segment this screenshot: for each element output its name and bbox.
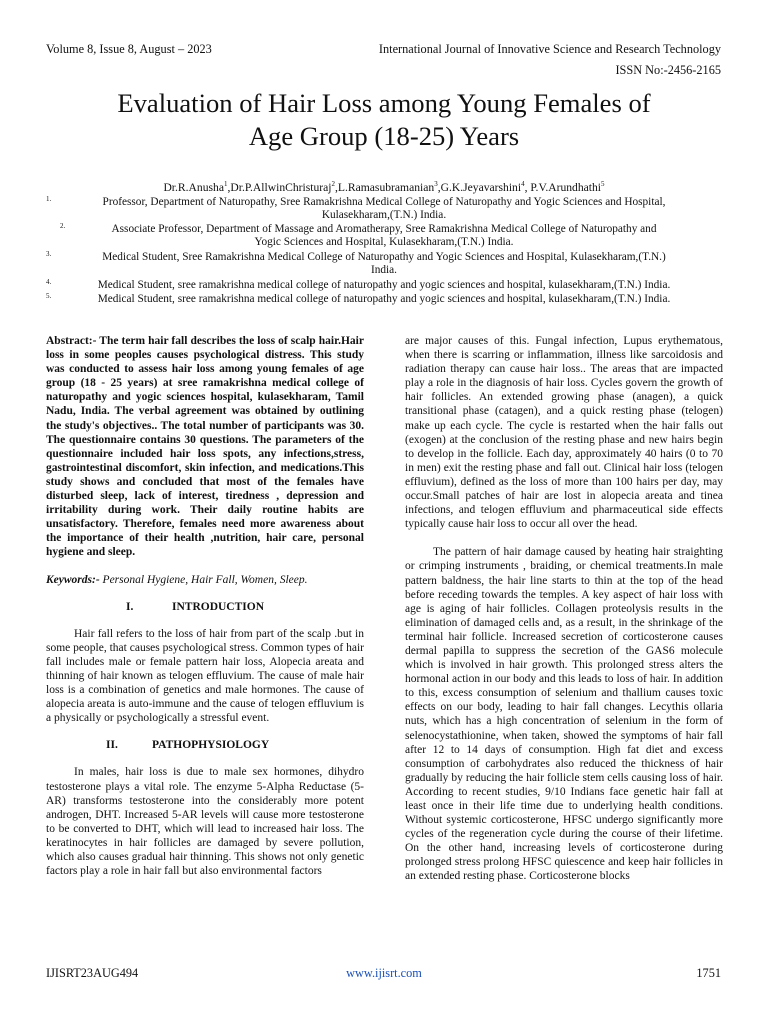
affiliation-3 — [46, 251, 722, 277]
page-number: 1751 — [696, 966, 721, 980]
affiliation-text: Medical Student, Sree Ramakrishna Medical College of Naturopathy and Yogic Sciences and Hospital, Kulasekharam,(T.N.) — [102, 251, 666, 263]
author-affiliation-mark: 5 — [601, 180, 605, 188]
author-name: ,Dr.P.AllwinChristuraj — [227, 180, 332, 194]
section-title: INTRODUCTION — [172, 600, 265, 613]
author-affiliation-mark: 2 — [331, 180, 336, 188]
affiliation-text: Professor, Department of Naturopathy, Sree Ramakrishna Medical College of Naturopathy and Yogic Sciences and Hospital, — [102, 196, 666, 208]
section-heading-introduction — [46, 600, 364, 614]
affiliation-text: Medical Student, sree ramakrishna medical college of naturopathy and yogic sciences and hospital, kulasekharam,(T.N.) India. — [97, 279, 671, 291]
affiliation-1 — [46, 196, 722, 222]
affiliation-number: 1. — [46, 195, 52, 203]
affiliation-text: Medical Student, sree ramakrishna medical college of naturopathy and yogic sciences and hospital, kulasekharam,(T.N.) India. — [97, 293, 671, 305]
paper-title-line-1: Evaluation of Hair Loss among Young Females of — [117, 88, 651, 118]
affiliation-number: 4. — [46, 278, 52, 286]
section-heading-pathophysiology — [46, 738, 364, 752]
abstract-text: Abstract:- The term hair fall describes the loss of scalp hair.Hair loss in some peoples causes psychological distress. This study was conducted to assess hair loss among young females of age group (18 - 25 years) at sree ramakrishna medical college of naturopathy and yogic sciences hospital, kulasekharam, Tamil Nadu, India. The verbal agreement was obtained by outlining the study's objectives.. The total number of participants was 30. The questionnaire contains 30 questions. The parameters of the questionnaire included hair loss spots, any infections,stress, gastrointestinal discomfort, skin infection, and medications.This study shows and concluded that most of the females have disturbed sleep, lack of interest, tiredness , depression and irritability during work. Their daily routine habits are unsatisfactory. Therefore, females need more awareness about the importance of their health ,nutrition, hair care, personal hygiene and sleep. — [46, 335, 364, 559]
author-list — [40, 180, 728, 194]
journal-website-link[interactable]: www.ijisrt.com — [346, 966, 422, 980]
paper-id: IJISRT23AUG494 — [46, 966, 139, 980]
pathophysiology-paragraph: In males, hair loss is due to male sex hormones, dihydro testosterone plays a vital role. The enzyme 5-Alpha Reductase (5-AR) transforms testosterone into the considerably more potent androgen, DHT. Increased 5-AR levels will cause more testosterone to be converted to DHT, which will lead to increased hair loss. The keratinocytes in hair follicles are damaged by severe pollution, which also causes gradual hair thinning. This shows not only genetic factors play a role in hair fall but also environmental factors — [46, 766, 364, 878]
issn-number: ISSN No:-2456-2165 — [615, 63, 721, 77]
body-paragraph-continued: are major causes of this. Fungal infection, Lupus erythematous, when there is scarring or inflammation, illness like sarcoidosis and radiation therapy can cause hair loss.. The areas that are impacted play a role in the diagnosis of hair loss. Cycles govern the growth of hair follicles. An extended growing phase (anagen), a quick transitional phase (catagen), and a quick resting phase (telogen) make up each cycle. The cycle is restarted when the hair falls out (exogen) at the conclusion of the resting phase and new hairs begin to develop in the follicle. Each day, approximately 40 hairs (0 to 70 in men) exit the resting phase and fall out. Clinical hair loss (telogen effluvium), defined as the loss of more than 100 hairs per day, may occur.Small patches of hair are lost in alopecia areata and tinea infections, and telogen effluvium and pharmaceutical side effects typically cause hair loss to occur all over the head. — [405, 335, 723, 531]
author-affiliation-mark: 4 — [521, 180, 525, 188]
affiliation-number: 5. — [46, 292, 52, 300]
affiliation-text: Kulasekharam,(T.N.) India. — [321, 209, 447, 221]
author-name: ,G.K.Jeyavarshini — [437, 180, 522, 194]
keywords-label: Keywords:- — [46, 573, 100, 586]
left-column — [46, 334, 364, 878]
affiliation-text: Associate Professor, Department of Massage and Aromatherapy, Sree Ramakrishna Medical College of Naturopathy and — [111, 223, 657, 235]
affiliation-number: 3. — [46, 250, 52, 258]
author-name: Dr.R.Anusha — [163, 180, 224, 194]
affiliation-2 — [46, 223, 722, 249]
author-name: ,L.Ramasubramanian — [335, 180, 435, 194]
affiliation-text: India. — [370, 264, 398, 276]
paper-title-line-2: Age Group (18-25) Years — [248, 121, 520, 151]
author-affiliation-mark: 3 — [434, 180, 438, 188]
keywords-text: Personal Hygiene, Hair Fall, Women, Sleep. — [99, 573, 308, 586]
author-name: , P.V.Arundhathi — [524, 180, 602, 194]
keywords — [46, 573, 364, 587]
right-column — [405, 334, 723, 884]
section-number: II. — [106, 739, 118, 752]
author-affiliation-mark: 1 — [223, 180, 228, 188]
affiliation-4 — [46, 279, 722, 292]
introduction-paragraph: Hair fall refers to the loss of hair from part of the scalp .but in some people, that causes psychological stress. Common types of hair fall includes male or female pattern hair loss, Alopecia areata and thinning of hair known as telogen effluvium. The cause of male hair loss is a combination of genetics and male hormones. The cause of alopecia areata is auto-immune and the cause of telogen effluvium is a physically or psychologically a stressful event. — [46, 627, 364, 725]
body-paragraph: The pattern of hair damage caused by heating hair straighting or crimping instruments , braiding, or chemical treatments.In male pattern baldness, the hair line starts to thin at the top of the head before receding towards the temples. A key aspect of hair loss with age is aging of hair follicles. Collagen proteolysis results in the elimination of damaged cells and, as a result, in the shrinkage of the terminal hair follicle. Increased secretion of corticosterone causes dermal papilla to suppress the secretion of the GAS6 molecule which is involved in hair growth. This prolonged stress alters the hormonal action in our body and this leads to loss of hair. In addition to this, excess consumption of selenium and thallium causes toxic effects on our body, leading to hair fall changes. Lecythis ollaria nuts, which has a high concentration of selenium in the form of selenocystathionine, when taken, showed the symptoms of hair fall after 12 to 14 days of consumption. High fat diet and excess consumption of carbohydrates also reduced the thickness of hair gradually by reducing the hair follicle stem cells causing loss of hair. According to recent studies, 9/10 Indians face genetic hair fall at least once in their life time due to underlying health conditions. Without systemic corticosterone, HFSC undergo significantly more cycles of the regeneration cycle during the course of their lifetime. On the other hand, increasing levels of corticosterone during prolonged stress prolong HFSC quiescence and keep hair follicles in an extended resting phase. Corticosterone blocks — [405, 546, 723, 883]
journal-name: International Journal of Innovative Science and Research Technology — [378, 42, 721, 56]
affiliation-number: 2. — [60, 222, 66, 230]
affiliation-text: Yogic Sciences and Hospital, Kulasekharam,(T.N.) India. — [254, 236, 514, 248]
section-number: I. — [126, 600, 134, 613]
paper-title — [40, 87, 728, 153]
journal-volume-info: Volume 8, Issue 8, August – 2023 — [46, 42, 212, 56]
affiliation-5 — [46, 293, 722, 306]
section-title: PATHOPHYSIOLOGY — [152, 739, 270, 752]
